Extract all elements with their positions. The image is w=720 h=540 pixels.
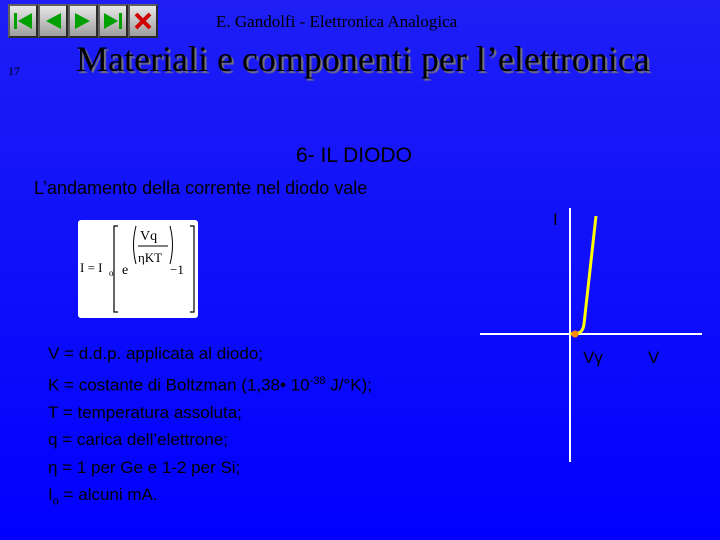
slide-number: 17 [8, 64, 20, 78]
diode-iv-graph [470, 200, 710, 470]
definition-charge: q = carica dell’elettrone; [48, 430, 229, 450]
prev-icon [42, 10, 64, 32]
formula-denominator: ηKT [138, 250, 163, 265]
close-icon [132, 10, 154, 32]
knee-voltage-label: Vγ [583, 348, 603, 367]
y-axis-label: I [553, 210, 558, 229]
definition-voltage: V = d.d.p. applicata al diodo; [48, 344, 264, 363]
last-slide-button[interactable] [98, 4, 128, 38]
definition-boltzmann: K = costante di Boltzman (1,38• $10^{-38}$ J/°K); [48, 374, 372, 395]
intro-text: L’andamento della corrente nel diodo vale [34, 178, 368, 198]
definition-eta: η = 1 per Ge e 1-2 per Si; [48, 457, 241, 477]
formula-numerator: Vq [140, 229, 158, 244]
next-icon [72, 10, 94, 32]
definition-saturation-current: $I_o$ = alcuni mA. [48, 485, 158, 508]
formula-e: e [122, 263, 129, 278]
navigation-bar [8, 4, 162, 38]
definitions-list [48, 340, 372, 516]
first-slide-button[interactable] [8, 4, 38, 38]
formula-lhs-sub: o [109, 268, 114, 278]
previous-slide-button[interactable] [38, 4, 68, 38]
x-axis-label: V [648, 348, 660, 367]
knee-point [572, 331, 579, 338]
definition-temperature: T = temperatura assoluta; [48, 402, 242, 422]
diode-equation [78, 220, 198, 318]
section-title: 6- IL DIODO [296, 144, 412, 167]
first-icon [12, 10, 34, 32]
formula-minus-one: −1 [170, 262, 184, 277]
next-slide-button[interactable] [68, 4, 98, 38]
page-title: Materiali e componenti per l’elettronica [76, 39, 650, 79]
formula-lhs: I = I [80, 260, 103, 275]
last-icon [102, 10, 124, 32]
close-button[interactable] [128, 4, 158, 38]
header-subtitle: E. Gandolfi - Elettronica Analogica [216, 12, 458, 31]
iv-curve [570, 216, 596, 334]
